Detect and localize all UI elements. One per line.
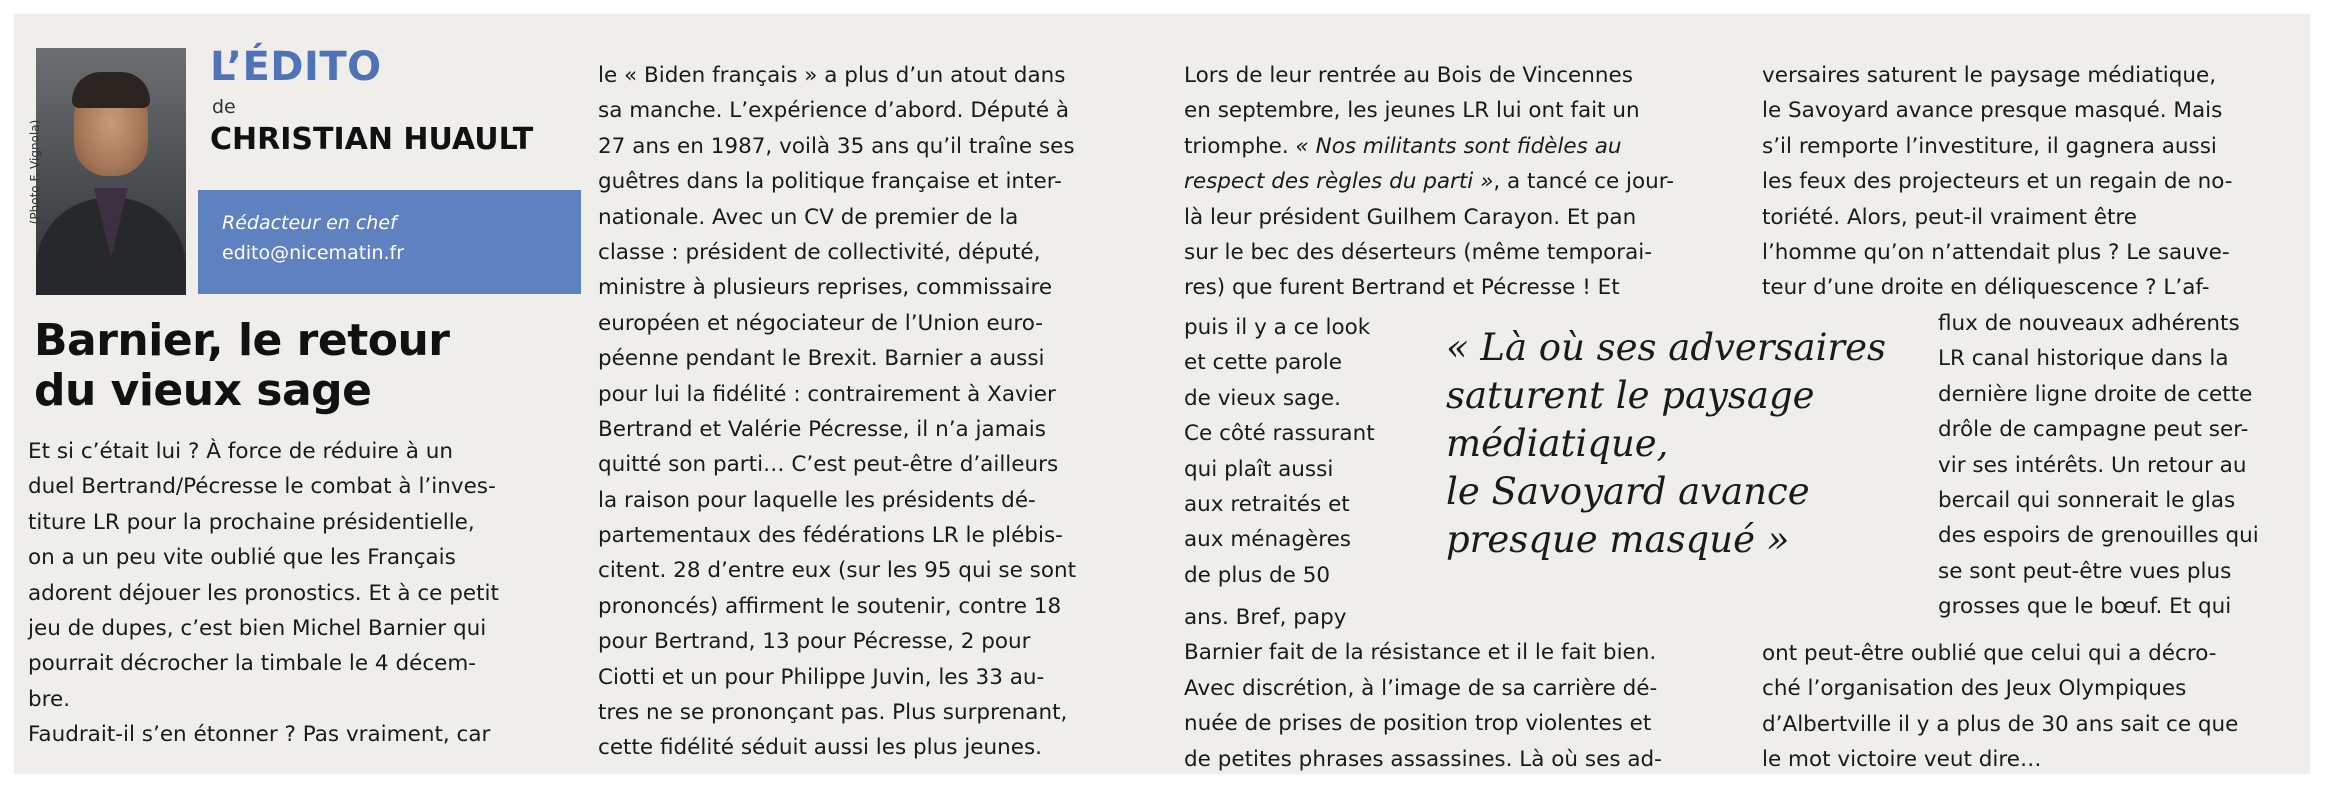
author-photo (36, 48, 186, 295)
column-3-narrow (1184, 310, 1375, 593)
text-line: guêtres dans la politique française et inter- (598, 169, 1062, 195)
text-line: se sont peut-être vues plus (1938, 558, 2232, 584)
text-line: vir ses intérêts. Un retour au (1938, 452, 2247, 478)
text-line: flux de nouveaux adhérents (1938, 311, 2240, 336)
text-line: sur le bec des déserteurs (même temporai- (1184, 239, 1652, 265)
column-3-top (1184, 58, 1674, 306)
text-line: le « Biden français » a plus d’un atout dans (598, 63, 1066, 88)
quote-line: saturent le paysage (1446, 374, 1815, 417)
text-line: pour lui la fidélité : contrairement à Xavier (598, 381, 1056, 407)
text-line: puis il y a ce look (1184, 315, 1371, 340)
text-line: cette fidélité séduit aussi les plus jeunes. (598, 735, 1043, 761)
text-line: d’Albertville il y a plus de 30 ans sait ce que (1762, 711, 2239, 737)
byline-prefix: de (212, 96, 236, 118)
text-line: ministre à plusieurs reprises, commissaire (598, 275, 1053, 301)
text-line: l’homme qu’on n’attendait plus ? Le sauve- (1762, 239, 2230, 265)
text-run: triomphe. (1184, 133, 1296, 159)
text-line: Avec discrétion, à l’image de sa carrière dé- (1184, 675, 1658, 701)
text-line: européen et négociateur de l’Union euro- (598, 310, 1044, 336)
text-line: ont peut-être oublié que celui qui a décro- (1762, 641, 2217, 666)
text-line: et cette parole (1184, 350, 1343, 376)
headline-line: Barnier, le retour (34, 315, 450, 366)
text-run: , a tancé ce jour- (1493, 169, 1675, 195)
text-line: aux ménagères (1184, 527, 1352, 553)
column-3-bottom (1184, 600, 1662, 777)
photo-credit: (Photo F. Vignola) (28, 119, 42, 225)
text-line: dernière ligne droite de cette (1938, 381, 2253, 407)
text-line: Ce côté rassurant (1184, 421, 1375, 447)
text-line: ché l’organisation des Jeux Olympiques (1762, 676, 2187, 702)
text-line: aux retraités et (1184, 491, 1350, 517)
text-line: s’il remporte l’investiture, il gagnera aussi (1762, 133, 2217, 159)
pull-quote (1446, 324, 1916, 564)
text-line: adorent déjouer les pronostics. Et à ce petit (28, 580, 499, 606)
text-line: prononcés) affirment le soutenir, contre 18 (598, 593, 1062, 619)
text-line: la raison pour laquelle les présidents dé- (598, 487, 1036, 513)
text-line: tres ne se prononçant pas. Plus surprenant, (598, 700, 1068, 726)
text-line: là leur président Guilhem Carayon. Et pan (1184, 204, 1637, 230)
text-line: sa manche. L’expérience d’abord. Député à (598, 98, 1070, 124)
photo-hair-shape (72, 72, 150, 108)
text-line: duel Bertrand/Pécresse le combat à l’inves- (28, 474, 496, 500)
author-role: Rédacteur en chef (222, 212, 397, 234)
text-line (1184, 164, 1674, 199)
text-line: grosses que le bœuf. Et qui (1938, 594, 2232, 620)
quote-line: « Là où ses adversaires (1446, 326, 1886, 369)
text-line: 27 ans en 1987, voilà 35 ans qu’il traîne ses (598, 133, 1075, 159)
text-line: Et si c’était lui ? À force de réduire à un (28, 439, 453, 464)
text-line: Barnier fait de la résistance et il le fait bien. (1184, 640, 1657, 666)
text-line: jeu de dupes, c’est bien Michel Barnier qui (28, 615, 487, 641)
author-name: CHRISTIAN HUAULT (210, 122, 534, 157)
text-line (1184, 129, 1674, 164)
text-line: titure LR pour la prochaine présidentielle, (28, 509, 475, 535)
text-line: on a un peu vite oublié que les Français (28, 545, 456, 571)
column-4-narrow (1938, 306, 2259, 625)
column-1 (28, 434, 499, 753)
author-email[interactable]: edito@nicematin.fr (222, 242, 405, 264)
text-line: qui plaît aussi (1184, 456, 1334, 482)
text-line: des espoirs de grenouilles qui (1938, 523, 2259, 549)
text-line: Lors de leur rentrée au Bois de Vincennes (1184, 63, 1633, 88)
text-line: péenne pendant le Brexit. Barnier a aussi (598, 346, 1045, 372)
text-line: les feux des projecteurs et un regain de no- (1762, 169, 2233, 195)
section-kicker: L’ÉDITO (210, 44, 382, 90)
quoted-text: respect des règles du parti » (1184, 169, 1494, 195)
text-line: nationale. Avec un CV de premier de la (598, 204, 1019, 230)
text-line: le mot victoire veut dire… (1762, 747, 2042, 773)
text-line: Faudrait-il s’en étonner ? Pas vraiment, car (28, 722, 491, 748)
text-line: en septembre, les jeunes LR lui ont fait un (1184, 98, 1640, 124)
quote-line: le Savoyard avance (1446, 470, 1810, 513)
author-info-box (198, 190, 581, 294)
headline-line: du vieux sage (34, 365, 372, 416)
text-line: res) que furent Bertrand et Pécresse ! Et (1184, 275, 1620, 301)
editorial-article (14, 14, 2310, 774)
column-4-bottom (1762, 636, 2238, 778)
text-line: classe : président de collectivité, député, (598, 239, 1041, 265)
text-line: quitté son parti… C’est peut-être d’ailleurs (598, 452, 1059, 478)
text-line: partementaux des fédérations LR le plébis- (598, 523, 1063, 549)
text-line: bercail qui sonnerait le glas (1938, 487, 2236, 513)
quoted-text: « Nos militants sont fidèles au (1295, 133, 1622, 159)
text-line: bre. (28, 686, 71, 712)
text-line: pour Bertrand, 13 pour Pécresse, 2 pour (598, 629, 1031, 655)
text-line: Ciotti et un pour Philippe Juvin, les 33 au- (598, 664, 1045, 690)
text-line: drôle de campagne peut ser- (1938, 417, 2249, 443)
text-line: nuée de prises de position trop violentes et (1184, 711, 1652, 737)
text-line: versaires saturent le paysage médiatique, (1762, 63, 2217, 88)
text-line: le Savoyard avance presque masqué. Mais (1762, 98, 2223, 124)
text-line: ans. Bref, papy (1184, 605, 1347, 630)
text-line: de plus de 50 (1184, 562, 1331, 588)
column-4-top (1762, 58, 2233, 306)
quote-line: médiatique, (1446, 422, 1669, 465)
text-line: citent. 28 d’entre eux (sur les 95 qui se sont (598, 558, 1077, 584)
quote-line: presque masqué » (1446, 518, 1790, 561)
text-line: teur d’une droite en déliquescence ? L’af- (1762, 275, 2210, 301)
text-line: LR canal historique dans la (1938, 346, 2229, 372)
text-line: Bertrand et Valérie Pécresse, il n’a jamais (598, 416, 1046, 442)
text-line: pourrait décrocher la timbale le 4 décem- (28, 651, 477, 677)
text-line: de vieux sage. (1184, 385, 1341, 411)
column-2 (598, 58, 1076, 766)
text-line: de petites phrases assassines. Là où ses ad- (1184, 746, 1662, 772)
article-headline (34, 316, 594, 416)
text-line: toriété. Alors, peut-il vraiment être (1762, 204, 2137, 230)
